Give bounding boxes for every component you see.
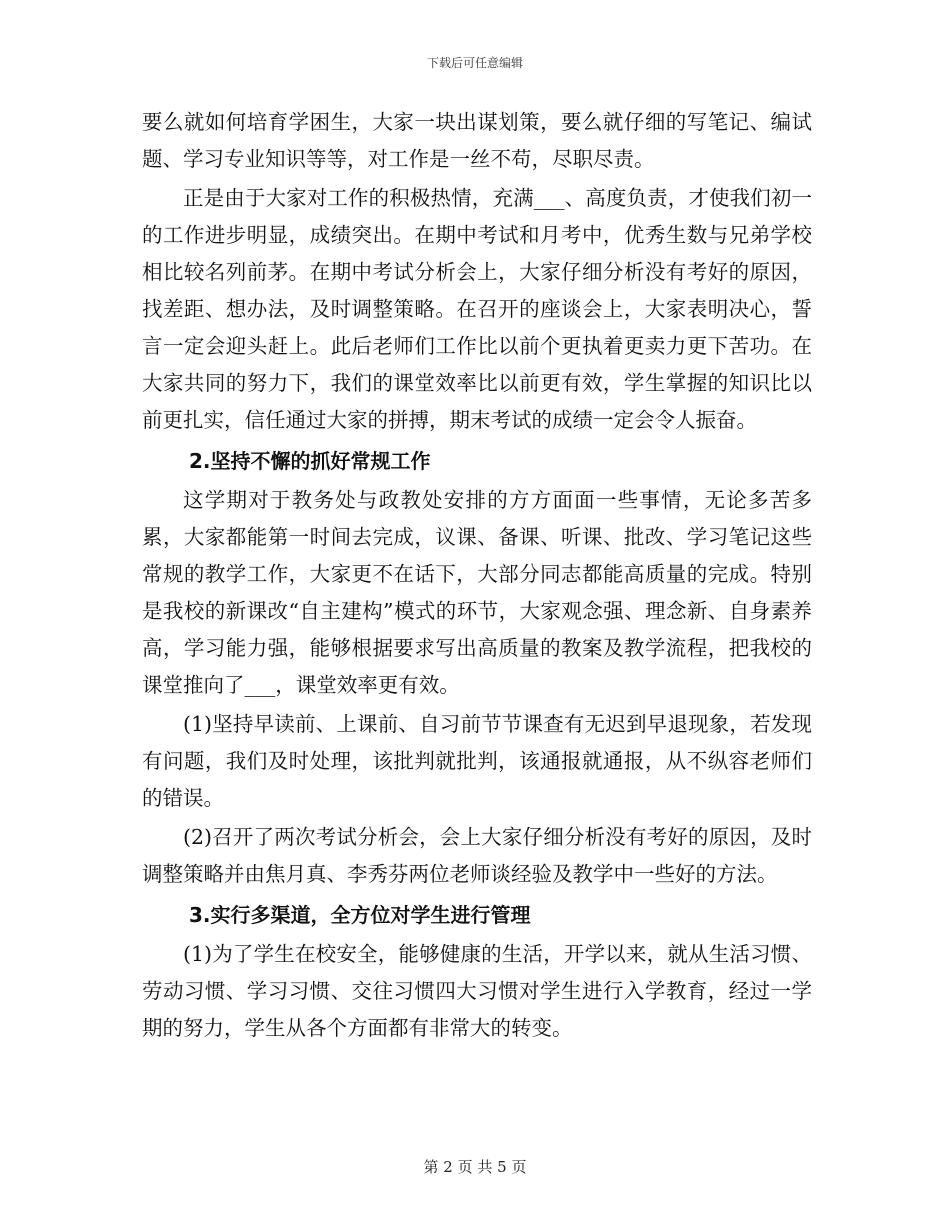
section-heading: 3.实行多渠道，全方位对学生进行管理 xyxy=(189,903,531,927)
paragraph: 这学期对于教务处与政教处安排的方方面面一些事情，无论多苦多累，大家都能第一时间去完成，议课、备课、听课、批改、学习笔记这些常规的教学工作，大家更不在话下，大部分同志都能高质量的完成。特别是我校的新课改“自主建构”模式的环节，大家观念强、理念新、自身素养高，学习能力强，能够根据要求写出高质量的教案及教学流程，把我校的课堂推向了___，课堂效率更有效。 xyxy=(142,488,812,697)
paragraph: 要么就如何培育学困生，大家一块出谋划策，要么就仔细的写笔记、编试题、学习专业知识等等，对工作是一丝不苟，尽职尽责。 xyxy=(142,110,812,171)
document-body xyxy=(142,104,812,1047)
list-item: (1)为了学生在校安全，能够健康的生活，开学以来，就从生活习惯、劳动习惯、学习习惯、交往习惯四大习惯对学生进行入学教育，经过一学期的努力，学生从各个方面都有非常大的转变。 xyxy=(142,942,812,1040)
section-heading: 2.坚持不懈的抓好常规工作 xyxy=(189,449,431,473)
list-item: (2)召开了两次考试分析会，会上大家仔细分析没有考好的原因，及时调整策略并由焦月真、李秀芬两位老师谈经验及教学中一些好的方法。 xyxy=(142,825,812,886)
paragraph: 正是由于大家对工作的积极热情，充满___、高度负责，才使我们初一的工作进步明显，成绩突出。在期中考试和月考中，优秀生数与兄弟学校相比较名列前茅。在期中考试分析会上，大家仔细分析没有考好的原因，找差距、想办法，及时调整策略。在召开的座谈会上，大家表明决心，誓言一定会迎头赶上。此后老师们工作比以前个更执着更卖力更下苦功。在大家共同的努力下，我们的课堂效率比以前更有效，学生掌握的知识比以前更扎实，信任通过大家的拼搏，期末考试的成绩一定会令人振奋。 xyxy=(142,186,812,432)
page-footer: 第 2 页 共 5 页 xyxy=(423,1158,527,1176)
list-item: (1)坚持早读前、上课前、自习前节节课查有无迟到早退现象，若发现有问题，我们及时处理，该批判就批判，该通报就通报，从不纵容老师们的错误。 xyxy=(142,712,812,810)
page-header: 下载后可任意编辑 xyxy=(426,56,523,70)
